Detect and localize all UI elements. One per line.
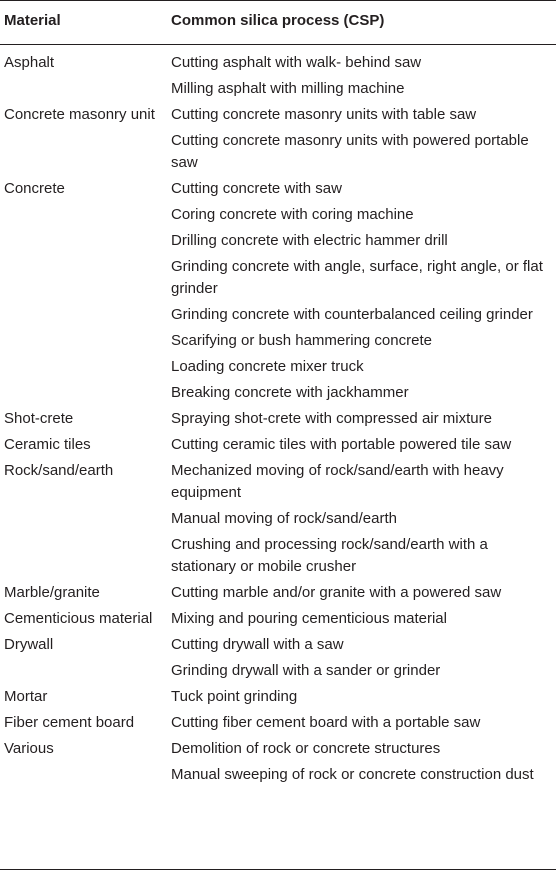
process-cell: Cutting fiber cement board with a portable saw	[171, 714, 481, 731]
table-row	[0, 684, 556, 710]
process-cell: Loading concrete mixer truck	[171, 358, 364, 375]
header-material: Material	[4, 12, 61, 29]
process-cell: Cutting concrete masonry units with powered portable saw	[171, 132, 529, 171]
table-row	[0, 50, 556, 102]
bottom-rule	[0, 869, 556, 870]
process-cell: Cutting drywall with a saw	[171, 636, 344, 653]
table-row	[0, 580, 556, 606]
process-cell: Crushing and processing rock/sand/earth with a stationary or mobile crusher	[171, 536, 488, 575]
process-list	[167, 176, 556, 406]
process-cell: Cutting ceramic tiles with portable powered tile saw	[171, 436, 512, 453]
process-cell: Cutting concrete masonry units with table saw	[171, 106, 477, 123]
table-row	[0, 406, 556, 432]
process-cell: Drilling concrete with electric hammer drill	[171, 232, 448, 249]
table-row	[0, 606, 556, 632]
process-list	[167, 710, 556, 736]
process-cell: Mechanized moving of rock/sand/earth with heavy equipment	[171, 462, 504, 501]
process-cell: Breaking concrete with jackhammer	[171, 384, 409, 401]
material-cell: Concrete masonry unit	[4, 106, 155, 123]
table-header	[0, 0, 556, 44]
process-list	[167, 458, 556, 580]
process-cell: Mixing and pouring cementicious material	[171, 610, 447, 627]
process-cell: Coring concrete with coring machine	[171, 206, 414, 223]
process-cell: Manual sweeping of rock or concrete construction dust	[171, 766, 534, 783]
process-list	[167, 632, 556, 684]
material-cell: Concrete	[4, 180, 65, 197]
material-cell: Marble/granite	[4, 584, 100, 601]
process-cell: Cutting marble and/or granite with a powered saw	[171, 584, 502, 601]
process-cell: Cutting asphalt with walk- behind saw	[171, 54, 422, 71]
material-cell: Mortar	[4, 688, 48, 705]
process-cell: Cutting concrete with saw	[171, 180, 342, 197]
process-list	[167, 580, 556, 606]
process-cell: Grinding concrete with angle, surface, right angle, or flat grinder	[171, 258, 543, 297]
process-cell: Manual moving of rock/sand/earth	[171, 510, 397, 527]
material-cell: Various	[4, 740, 54, 757]
process-cell: Scarifying or bush hammering concrete	[171, 332, 432, 349]
material-cell: Drywall	[4, 636, 54, 653]
process-cell: Grinding drywall with a sander or grinder	[171, 662, 441, 679]
table-row	[0, 458, 556, 580]
process-cell: Milling asphalt with milling machine	[171, 80, 405, 97]
process-list	[167, 606, 556, 632]
table-body	[0, 50, 556, 788]
material-cell: Cementicious material	[4, 610, 153, 627]
material-cell: Shot-crete	[4, 410, 74, 427]
material-cell: Asphalt	[4, 54, 55, 71]
table-row	[0, 710, 556, 736]
process-list	[167, 102, 556, 176]
process-list	[167, 684, 556, 710]
material-cell: Rock/sand/earth	[4, 462, 114, 479]
table-row	[0, 432, 556, 458]
material-cell: Fiber cement board	[4, 714, 135, 731]
header-rule	[0, 44, 556, 45]
process-cell: Spraying shot-crete with compressed air mixture	[171, 410, 492, 427]
table-row	[0, 632, 556, 684]
table-row	[0, 176, 556, 406]
process-list	[167, 50, 556, 102]
process-list	[167, 736, 556, 788]
material-cell: Ceramic tiles	[4, 436, 91, 453]
table-row	[0, 736, 556, 788]
header-process: Common silica process (CSP)	[171, 12, 385, 29]
process-cell: Tuck point grinding	[171, 688, 298, 705]
table-row	[0, 102, 556, 176]
process-cell: Grinding concrete with counterbalanced ceiling grinder	[171, 306, 533, 323]
process-cell: Demolition of rock or concrete structures	[171, 740, 441, 757]
process-list	[167, 432, 556, 458]
process-list	[167, 406, 556, 432]
